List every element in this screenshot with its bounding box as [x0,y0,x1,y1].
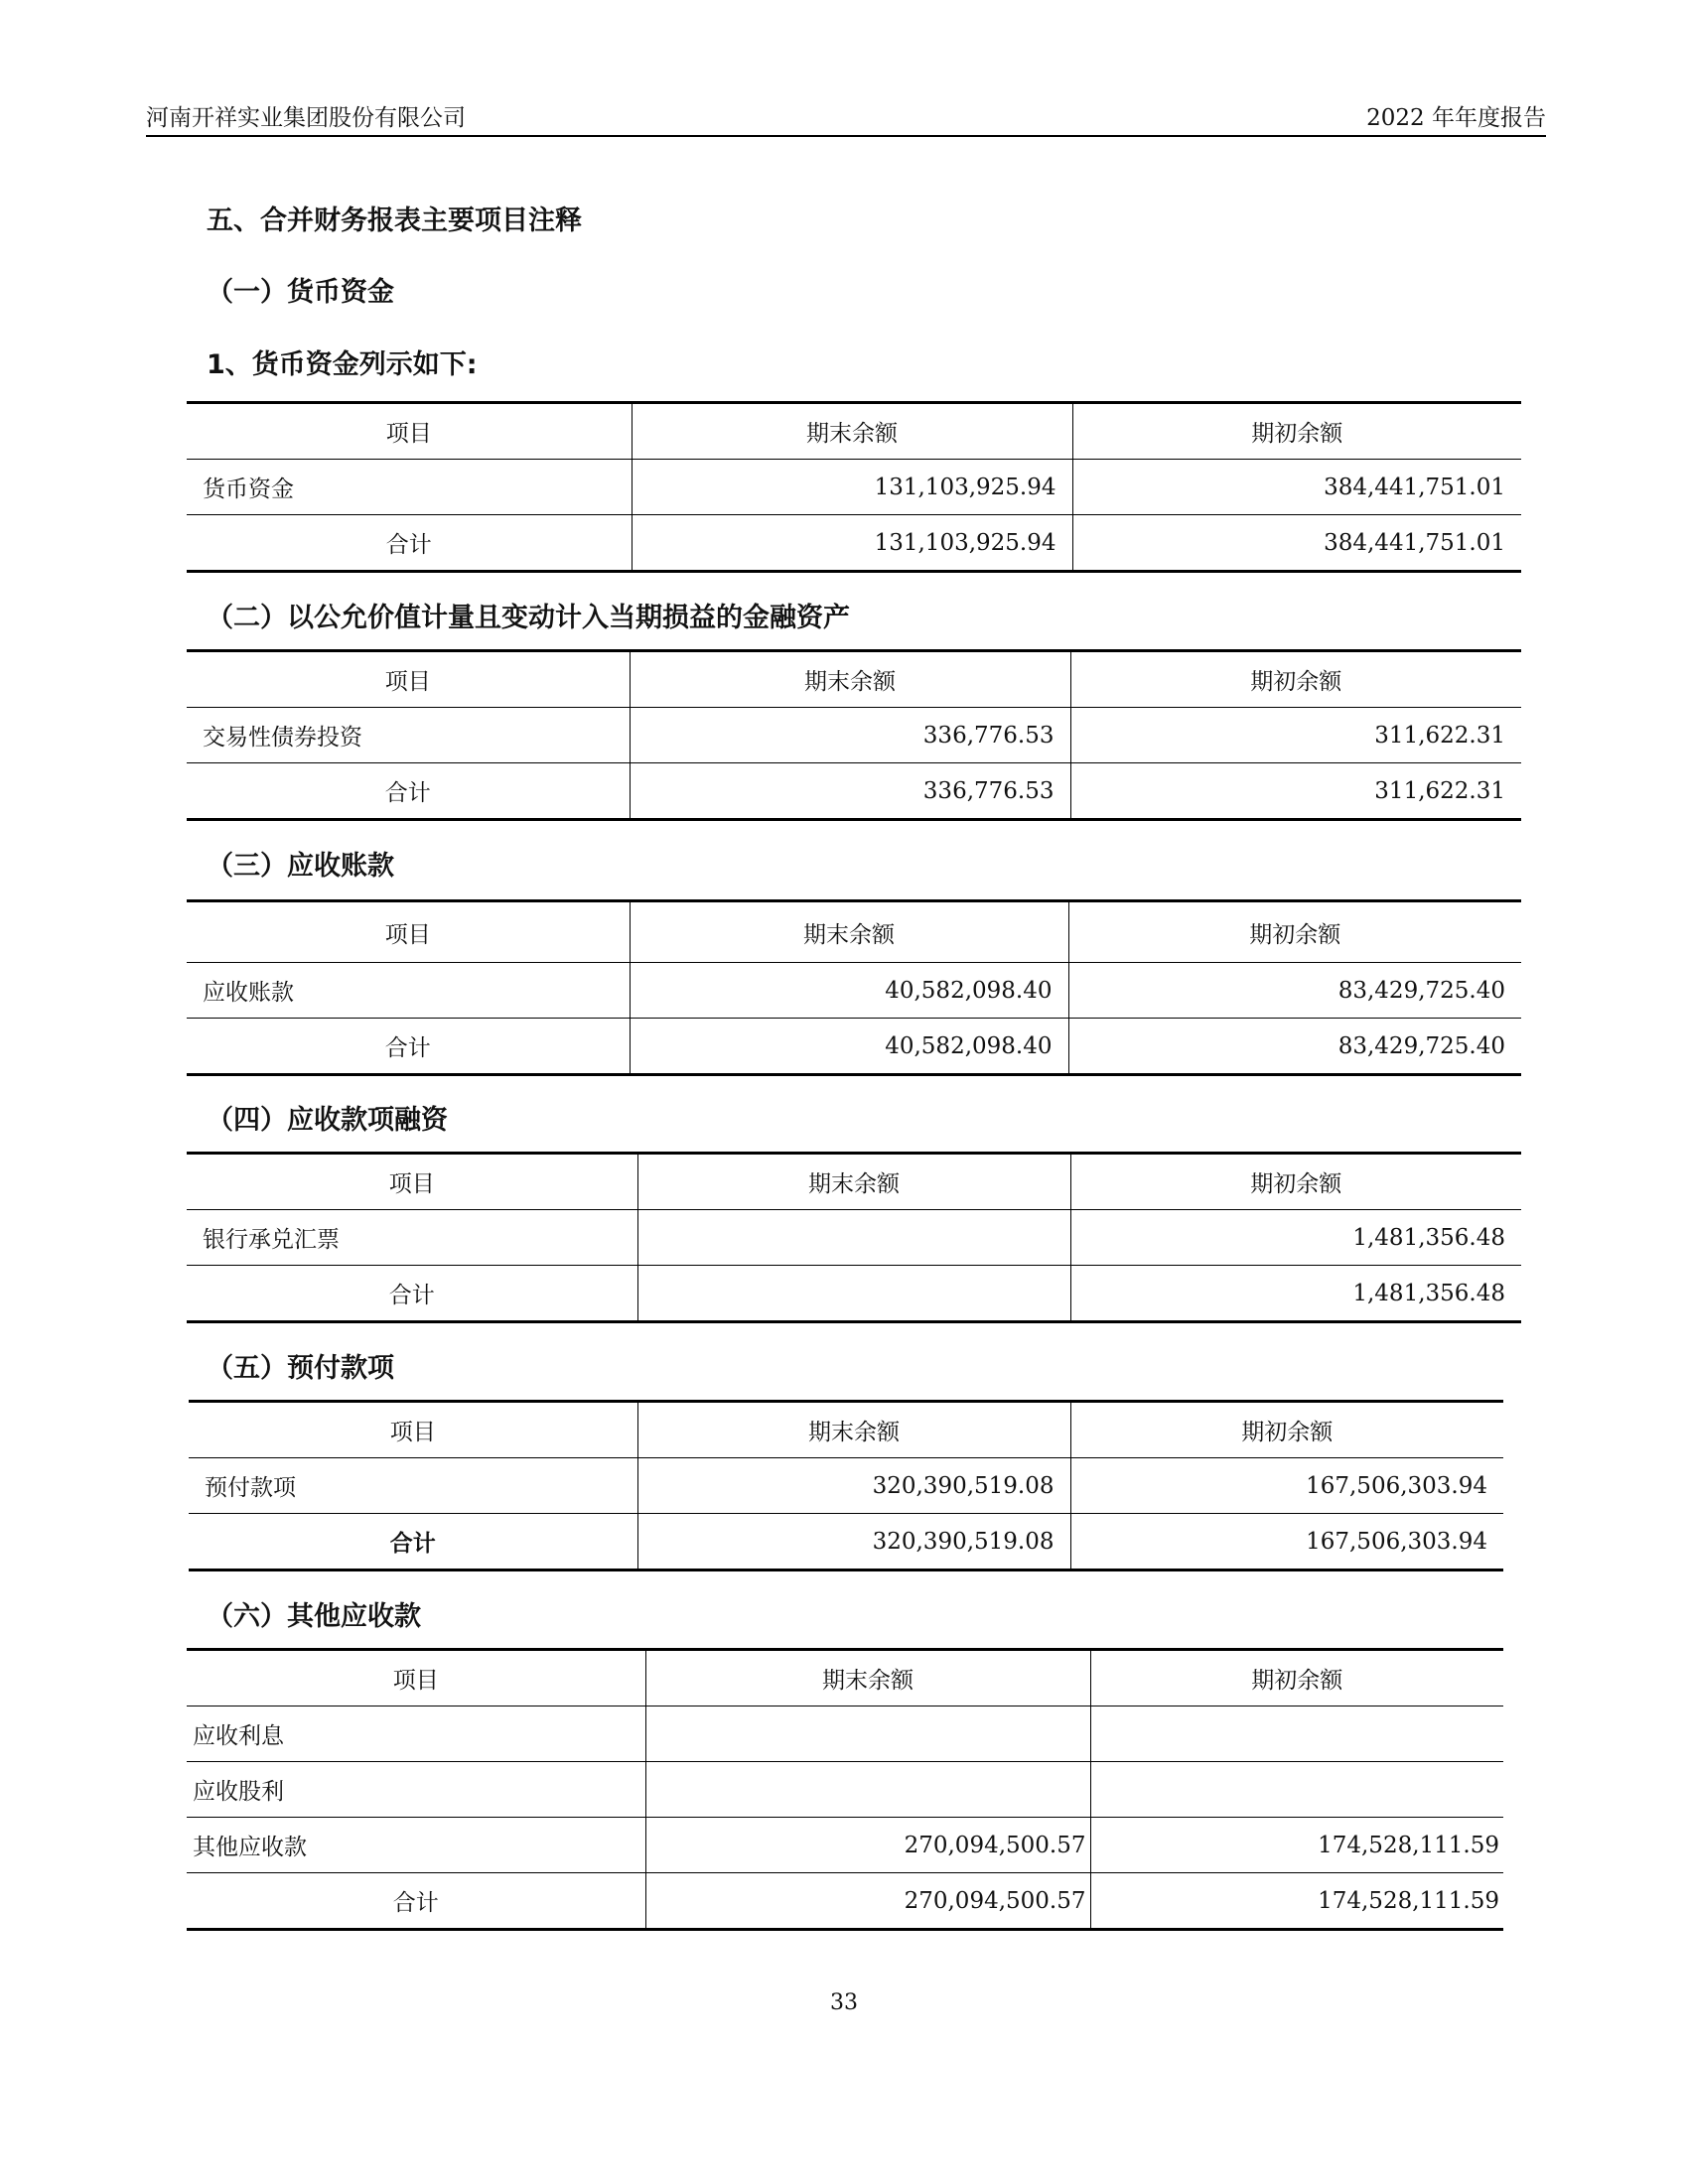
total-begin-balance: 1,481,356.48 [1070,1266,1521,1322]
total-end-balance: 270,094,500.57 [645,1873,1090,1930]
total-label: 合计 [187,515,632,572]
table-row [187,460,1521,515]
row-begin-balance: 167,506,303.94 [1070,1458,1503,1514]
total-begin-balance: 167,506,303.94 [1070,1514,1503,1570]
total-end-balance: 40,582,098.40 [630,1019,1068,1075]
col-begin-header: 期初余额 [1070,1154,1521,1210]
row-end-balance: 336,776.53 [630,708,1070,763]
section-heading-other-receivables: （六）其他应收款 [207,1601,421,1632]
table-row [187,1706,1503,1762]
company-name: 河南开祥实业集团股份有限公司 [146,105,466,131]
row-item: 交易性债券投资 [187,708,630,763]
col-begin-header: 期初余额 [1072,403,1521,460]
col-item-header: 项目 [187,403,632,460]
row-begin-balance [1090,1762,1503,1818]
col-item-header: 项目 [187,1650,645,1706]
row-item: 应收利息 [187,1706,645,1762]
col-end-header: 期末余额 [630,651,1070,708]
fvtpl-table [187,649,1521,821]
row-begin-balance: 174,528,111.59 [1090,1818,1503,1873]
row-begin-balance: 311,622.31 [1070,708,1521,763]
section-heading-main: 五、合并财务报表主要项目注释 [207,205,582,236]
total-begin-balance: 174,528,111.59 [1090,1873,1503,1930]
table-row [189,1458,1503,1514]
section-heading-receivables-financing: （四）应收款项融资 [207,1105,448,1136]
report-title: 2022 年年度报告 [1366,105,1546,131]
row-end-balance: 131,103,925.94 [632,460,1072,515]
page-header [146,95,1546,137]
col-item-header: 项目 [187,901,630,963]
total-end-balance: 320,390,519.08 [637,1514,1070,1570]
table-header-row [187,901,1521,963]
col-end-header: 期末余额 [632,403,1072,460]
prepayments-table [189,1400,1503,1571]
col-begin-header: 期初余额 [1068,901,1521,963]
col-end-header: 期末余额 [637,1402,1070,1458]
table-total-row [187,1019,1521,1075]
total-begin-balance: 83,429,725.40 [1068,1019,1521,1075]
row-end-balance: 320,390,519.08 [637,1458,1070,1514]
row-item: 其他应收款 [187,1818,645,1873]
total-end-balance: 131,103,925.94 [632,515,1072,572]
receivables-financing-table [187,1152,1521,1323]
row-begin-balance: 83,429,725.40 [1068,963,1521,1019]
table-header-row [189,1402,1503,1458]
col-end-header: 期末余额 [637,1154,1070,1210]
col-item-header: 项目 [187,651,630,708]
row-begin-balance [1090,1706,1503,1762]
table-header-row [187,403,1521,460]
total-label: 合计 [189,1514,637,1570]
other-receivables-table [187,1648,1503,1931]
col-begin-header: 期初余额 [1090,1650,1503,1706]
cash-table [187,401,1521,573]
table-total-row [187,763,1521,820]
section-heading-fvtpl: （二）以公允价值计量且变动计入当期损益的金融资产 [207,603,850,633]
table-header-row [187,651,1521,708]
table-row [187,1818,1503,1873]
col-item-header: 项目 [189,1402,637,1458]
total-end-balance [637,1266,1070,1322]
row-item: 预付款项 [189,1458,637,1514]
row-item: 应收股利 [187,1762,645,1818]
row-item: 应收账款 [187,963,630,1019]
table-total-row [187,515,1521,572]
total-label: 合计 [187,1019,630,1075]
col-item-header: 项目 [187,1154,637,1210]
row-end-balance [645,1762,1090,1818]
row-end-balance [637,1210,1070,1266]
total-begin-balance: 384,441,751.01 [1072,515,1521,572]
table-total-row [189,1514,1503,1570]
table-header-row [187,1154,1521,1210]
total-label: 合计 [187,1266,637,1322]
receivables-table [187,899,1521,1076]
total-label: 合计 [187,1873,645,1930]
table-row [187,1210,1521,1266]
table-row [187,963,1521,1019]
row-item: 货币资金 [187,460,632,515]
section-heading-cash: （一）货币资金 [207,277,394,308]
col-begin-header: 期初余额 [1070,1402,1503,1458]
row-end-balance [645,1706,1090,1762]
table-row [187,1762,1503,1818]
row-item: 银行承兑汇票 [187,1210,637,1266]
table-header-row [187,1650,1503,1706]
col-begin-header: 期初余额 [1070,651,1521,708]
col-end-header: 期末余额 [645,1650,1090,1706]
section-heading-prepayments: （五）预付款项 [207,1353,394,1384]
row-begin-balance: 384,441,751.01 [1072,460,1521,515]
subheading-cash-list: 1、货币资金列示如下: [207,349,478,380]
page-number: 33 [830,1990,858,2015]
table-row [187,708,1521,763]
col-end-header: 期末余额 [630,901,1068,963]
section-heading-receivables: （三）应收账款 [207,851,394,882]
row-begin-balance: 1,481,356.48 [1070,1210,1521,1266]
total-end-balance: 336,776.53 [630,763,1070,820]
row-end-balance: 40,582,098.40 [630,963,1068,1019]
row-end-balance: 270,094,500.57 [645,1818,1090,1873]
total-begin-balance: 311,622.31 [1070,763,1521,820]
table-total-row [187,1873,1503,1930]
table-total-row [187,1266,1521,1322]
total-label: 合计 [187,763,630,820]
